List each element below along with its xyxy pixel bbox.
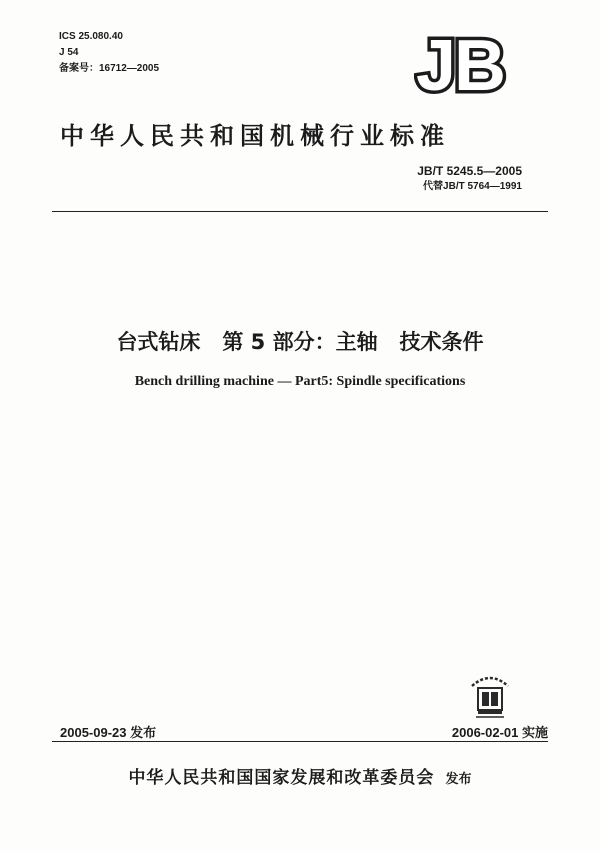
ccs-code: J 54: [59, 47, 79, 58]
header-divider: [52, 211, 548, 212]
publisher-name: 中华人民共和国国家发展和改革委员会: [128, 768, 435, 788]
publisher-line: [0, 763, 600, 788]
english-title: Bench drilling machine — Part5: Spindle specifications: [134, 374, 466, 389]
standard-number-block: [417, 163, 522, 194]
standard-category-title: 中华人民共和国机械行业标准: [60, 122, 450, 150]
standard-number: JB/T 5245.5—2005: [417, 164, 522, 178]
publisher-suffix: 发布: [445, 772, 472, 787]
library-seal-stamp: [466, 664, 514, 720]
implementation-date: 2006-02-01 实施: [451, 725, 548, 740]
chinese-title: 台式钻床 第 5 部分：主轴 技术条件: [116, 330, 484, 354]
jb-logo-text: JB: [416, 30, 505, 96]
replaces-standard: 代替JB/T 5764—1991: [423, 181, 522, 192]
jb-logo: [414, 30, 518, 96]
ics-code: ICS 25.080.40: [59, 31, 123, 42]
footer-divider: [52, 741, 548, 742]
classification-meta: [59, 29, 159, 77]
issue-date: 2005-09-23 发布: [60, 725, 157, 740]
record-number: 备案号：16712—2005: [59, 63, 160, 74]
